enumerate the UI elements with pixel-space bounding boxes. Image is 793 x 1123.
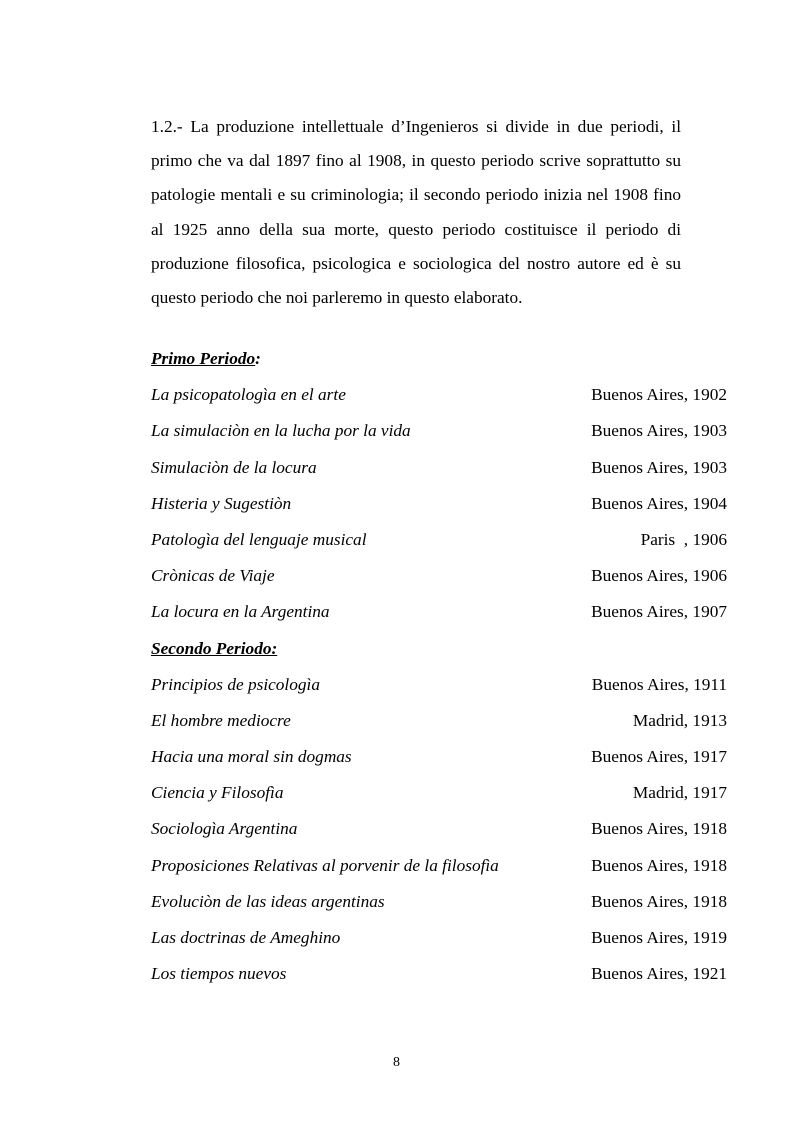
work-title: La simulaciòn en la lucha por la vida: [151, 421, 411, 441]
first-period-heading: [151, 341, 727, 377]
work-place-year: Buenos Aires, 1921: [591, 964, 727, 984]
intro-paragraph: 1.2.- La produzione intellettuale d’Ingenieros si divide in due periodi, il primo che va dal 1897 fino al 1908, in questo periodo scrive soprattutto su patologie mentali e su criminologia; il secondo periodo inizia nel 1908 fino al 1925 anno della sua morte, questo periodo costituisce il periodo di produzione filosofica, psicologica e sociologica del nostro autore ed è su questo periodo che noi parleremo in questo elaborato.: [151, 117, 681, 308]
work-title: Los tiempos nuevos: [151, 964, 287, 984]
page-number: 8: [393, 1055, 400, 1070]
first-period-heading-text: Primo Periodo: [151, 349, 256, 368]
work-row: [151, 848, 727, 884]
work-place-year: Buenos Aires, 1907: [591, 602, 727, 622]
work-row: [151, 884, 727, 920]
work-title: Hacia una moral sin dogmas: [151, 747, 352, 767]
first-period-heading-colon: :: [255, 349, 261, 368]
work-row: [151, 775, 727, 811]
work-place-year: Madrid, 1917: [632, 783, 727, 803]
work-place-year: Buenos Aires, 1917: [591, 747, 727, 767]
work-title: Sociologìa Argentina: [151, 819, 298, 839]
work-place-year: Buenos Aires, 1902: [591, 385, 727, 405]
work-row: [151, 413, 727, 449]
work-row: [151, 594, 727, 630]
work-title: El hombre mediocre: [151, 710, 291, 730]
work-place-year: Buenos Aires, 1903: [591, 421, 727, 441]
work-place-year: Buenos Aires, 1906: [591, 566, 727, 586]
work-place-year: Buenos Aires, 1904: [591, 493, 727, 513]
work-place-year: Paris , 1906: [640, 529, 727, 549]
work-title: Las doctrinas de Ameghino: [151, 928, 341, 947]
work-row: [151, 377, 727, 413]
work-title: Patologìa del lenguaje musical: [151, 529, 367, 549]
work-place-year: Madrid, 1913: [632, 710, 727, 730]
work-place-year: Buenos Aires, 1903: [591, 457, 727, 477]
work-row: [151, 558, 727, 594]
work-row: [151, 667, 727, 703]
work-title: Evoluciòn de las ideas argentinas: [151, 891, 385, 911]
work-title: Proposiciones Relativas al porvenir de la filosofìa: [151, 855, 499, 875]
work-title: Histeria y Sugestiòn: [151, 493, 292, 513]
work-place-year: Buenos Aires, 1918: [591, 855, 727, 875]
work-place-year: Buenos Aires, 1911: [591, 674, 727, 694]
second-period-heading-text: Secondo Periodo:: [151, 638, 278, 658]
work-row: [151, 522, 727, 558]
work-title: La locura en la Argentina: [151, 602, 330, 622]
work-row: [151, 920, 727, 956]
work-row: [151, 739, 727, 775]
work-row: [151, 450, 727, 486]
second-period-heading: [151, 631, 727, 667]
work-title: Simulaciòn de la locura: [151, 457, 317, 477]
work-place-year: Buenos Aires, 1919: [591, 928, 727, 947]
work-row: [151, 703, 727, 739]
work-title: Ciencia y Filosofìa: [151, 783, 284, 803]
work-row: [151, 811, 727, 847]
work-title: Crònicas de Viaje: [151, 566, 275, 586]
work-row: [151, 486, 727, 522]
work-title: La psicopatologìa en el arte: [151, 385, 346, 405]
bibliography-list: [151, 341, 727, 992]
work-place-year: Buenos Aires, 1918: [591, 891, 727, 911]
work-title: Principios de psicologìa: [151, 674, 320, 694]
work-place-year: Buenos Aires, 1918: [591, 819, 727, 839]
work-row: [151, 956, 727, 992]
